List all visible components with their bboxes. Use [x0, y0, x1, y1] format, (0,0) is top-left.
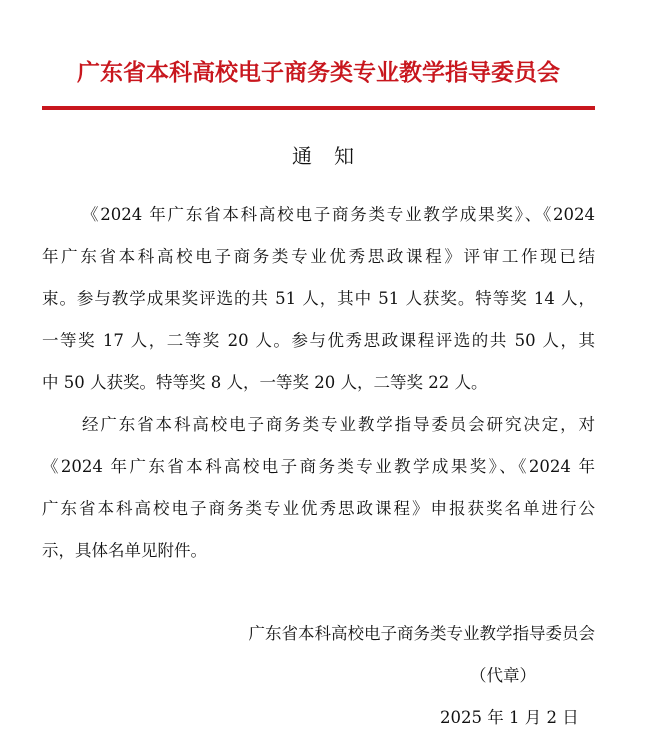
text-line: 《2024 年广东省本科高校电子商务类专业教学成果奖》、《2024 年: [42, 457, 595, 476]
notice-heading: 通知: [292, 144, 376, 168]
paragraph-1: [42, 200, 595, 410]
text-line: 示，具体名单见附件。: [42, 541, 207, 560]
text-line: 一等奖 17 人，二等奖 20 人。参与优秀思政课程评选的共 50 人，其: [42, 331, 595, 350]
text-line: 年广东省本科高校电子商务类专业优秀思政课程》评审工作现已结: [42, 247, 595, 266]
signature-date: 2025 年 1 月 2 日: [440, 708, 579, 727]
signature-org: 广东省本科高校电子商务类专业教学指导委员会: [248, 624, 595, 643]
signature-seal-note: （代章）: [470, 666, 536, 685]
text-line: 经广东省本科高校电子商务类专业教学指导委员会研究决定，对: [82, 415, 595, 434]
document-title: 广东省本科高校电子商务类专业教学指导委员会: [77, 60, 560, 86]
text-line: 束。参与教学成果奖评选的共 51 人，其中 51 人获奖。特等奖 14 人，: [42, 289, 595, 308]
red-divider: [42, 106, 595, 110]
text-line: 《2024 年广东省本科高校电子商务类专业教学成果奖》、《2024: [82, 205, 595, 224]
paragraph-2: [42, 410, 595, 578]
notice-body: [42, 200, 595, 578]
text-line: 广东省本科高校电子商务类专业优秀思政课程》申报获奖名单进行公: [42, 499, 595, 518]
text-line: 中 50 人获奖。特等奖 8 人，一等奖 20 人，二等奖 22 人。: [42, 373, 488, 392]
